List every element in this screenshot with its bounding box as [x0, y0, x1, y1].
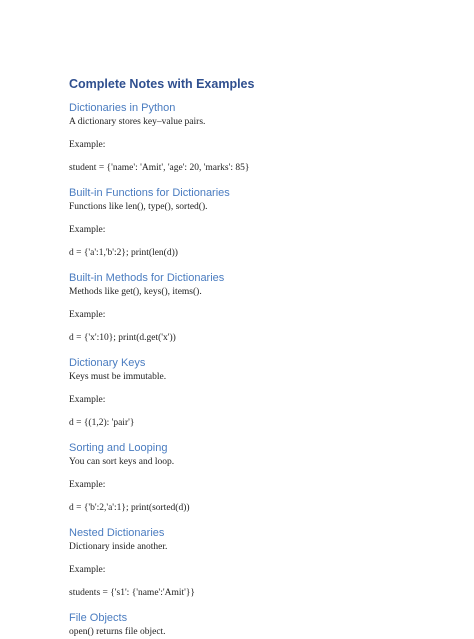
section-heading: File Objects [69, 612, 128, 624]
example-code: d = {'b':2,'a':1}; print(sorted(d)) [69, 503, 190, 513]
section-heading: Dictionary Keys [69, 357, 146, 369]
section-description: Methods like get(), keys(), items(). [69, 287, 202, 297]
example-label: Example: [69, 310, 106, 320]
example-code: d = {'a':1,'b':2}; print(len(d)) [69, 248, 178, 258]
section-dictionaries-in-python [69, 100, 449, 175]
example-label: Example: [69, 395, 106, 405]
example-label: Example: [69, 480, 106, 490]
section-nested-dictionaries [69, 525, 449, 600]
section-description: Functions like len(), type(), sorted(). [69, 202, 208, 212]
example-code: student = {'name': 'Amit', 'age': 20, 'marks': 85} [69, 163, 250, 173]
example-code: students = {'s1': {'name':'Amit'}} [69, 588, 195, 598]
section-description: Keys must be immutable. [69, 372, 167, 382]
section-heading: Nested Dictionaries [69, 527, 165, 539]
example-label: Example: [69, 565, 106, 575]
section-heading: Dictionaries in Python [69, 102, 176, 114]
section-heading: Sorting and Looping [69, 442, 168, 454]
document-page [69, 76, 449, 639]
section-description: Dictionary inside another. [69, 542, 168, 552]
section-built-in-methods [69, 270, 449, 345]
section-file-objects [69, 610, 449, 639]
section-description: A dictionary stores key–value pairs. [69, 117, 206, 127]
example-code: d = {(1,2): 'pair'} [69, 418, 135, 428]
section-description: open() returns file object. [69, 627, 166, 637]
document-title: Complete Notes with Examples [69, 77, 255, 91]
section-dictionary-keys [69, 355, 449, 430]
section-description: You can sort keys and loop. [69, 457, 175, 467]
example-code: d = {'x':10}; print(d.get('x')) [69, 333, 176, 343]
section-sorting-and-looping [69, 440, 449, 515]
section-heading: Built-in Functions for Dictionaries [69, 187, 230, 199]
section-heading: Built-in Methods for Dictionaries [69, 272, 225, 284]
example-label: Example: [69, 140, 106, 150]
section-built-in-functions [69, 185, 449, 260]
example-label: Example: [69, 225, 106, 235]
